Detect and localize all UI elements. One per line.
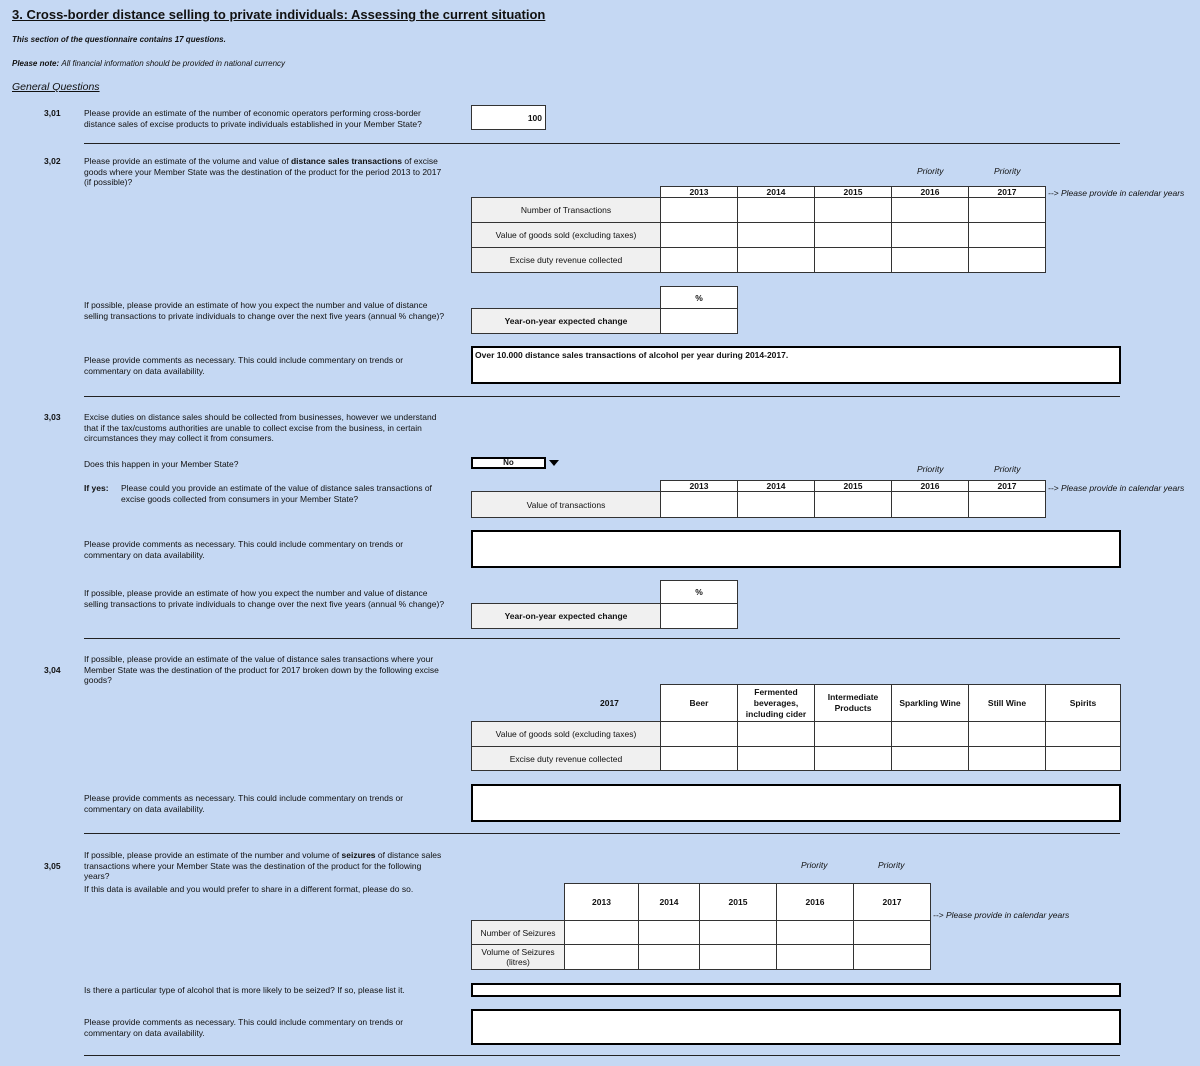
section-title: 3. Cross-border distance selling to private individuals: Assessing the current situation — [12, 7, 546, 22]
q302-change-question: If possible, please provide an estimate of how you expect the number and value of distance selling transactions to private individuals to change over the next five years (annual % change)? — [84, 300, 445, 321]
q304-cell[interactable] — [814, 746, 892, 771]
q304-cell[interactable] — [814, 721, 892, 747]
priority-2017: Priority — [994, 464, 1021, 474]
divider — [84, 833, 1120, 834]
currency-note — [12, 59, 285, 68]
q303-year-header: 2017 — [968, 480, 1046, 492]
q302-year-header: 2013 — [660, 186, 738, 198]
q305-calendar-note: --> Please provide in calendar years — [933, 910, 1070, 920]
q302-year-header: 2014 — [737, 186, 815, 198]
q302-text — [84, 156, 449, 188]
q304-cell[interactable] — [1045, 721, 1121, 747]
q305-number: 3,05 — [44, 861, 61, 871]
q304-comments-input[interactable] — [471, 784, 1121, 822]
q302-row-label: Excise duty revenue collected — [471, 247, 661, 273]
q305-text — [84, 850, 449, 882]
q303-if-yes-label: If yes: — [84, 483, 109, 493]
note-label: Please note: — [12, 59, 60, 68]
q305-year-header: 2013 — [564, 883, 639, 921]
q302-cell[interactable] — [814, 247, 892, 273]
q303-calendar-note: --> Please provide in calendar years — [1048, 483, 1185, 493]
q305-cell[interactable] — [638, 944, 700, 970]
q302-cell[interactable] — [660, 197, 738, 223]
priority-2017: Priority — [878, 860, 905, 870]
q302-percent-header: % — [660, 286, 738, 309]
q303-year-header: 2015 — [814, 480, 892, 492]
q302-comments-question: Please provide comments as necessary. This could include commentary on trends or commentary on data availability. — [84, 355, 404, 376]
general-questions-heading: General Questions — [12, 81, 100, 93]
q302-cell[interactable] — [814, 222, 892, 248]
q304-cell[interactable] — [660, 721, 738, 747]
q302-text-pre: Please provide an estimate of the volume and value of — [84, 156, 291, 166]
divider — [84, 143, 1120, 144]
divider — [84, 638, 1120, 639]
question-count-text: This section of the questionnaire contains 17 questions. — [12, 35, 226, 44]
q305-cell[interactable] — [564, 920, 639, 945]
q305-cell[interactable] — [776, 920, 854, 945]
q303-percent-header: % — [660, 580, 738, 604]
q304-cell[interactable] — [891, 721, 969, 747]
q303-happen-question: Does this happen in your Member State? — [84, 459, 239, 469]
note-text: All financial information should be provided in national currency — [61, 59, 286, 68]
q303-year-header: 2016 — [891, 480, 969, 492]
q303-change-question: If possible, please provide an estimate of how you expect the number and value of distance selling transactions to private individuals to change over the next five years (annual % change)? — [84, 588, 445, 609]
q302-cell[interactable] — [891, 247, 969, 273]
q305-year-header: 2016 — [776, 883, 854, 921]
q302-cell[interactable] — [968, 222, 1046, 248]
q301-operators-input[interactable]: 100 — [471, 105, 546, 130]
priority-2016: Priority — [917, 166, 944, 176]
q302-year-header: 2017 — [968, 186, 1046, 198]
q304-comments-question: Please provide comments as necessary. This could include commentary on trends or commentary on data availability. — [84, 793, 404, 814]
q303-cell[interactable] — [891, 491, 969, 518]
q302-cell[interactable] — [814, 197, 892, 223]
q303-happen-select[interactable]: No — [471, 457, 546, 469]
q303-number: 3,03 — [44, 412, 61, 422]
q305-year-header: 2017 — [853, 883, 931, 921]
q302-row-label: Number of Transactions — [471, 197, 661, 223]
q304-cell[interactable] — [737, 721, 815, 747]
q302-comments-input[interactable]: Over 10.000 distance sales transactions of alcohol per year during 2014-2017. — [471, 346, 1121, 384]
q304-col-header: Fermented beverages, including cider — [737, 684, 815, 722]
q305-text-post: of distance sales transactions where your Member State was the destination of the product for the following years? — [84, 850, 442, 881]
q305-cell[interactable] — [776, 944, 854, 970]
divider — [84, 396, 1120, 397]
q303-year-header: 2013 — [660, 480, 738, 492]
q305-cell[interactable] — [564, 944, 639, 970]
q305-cell[interactable] — [853, 920, 931, 945]
q303-row-label: Value of transactions — [471, 491, 661, 518]
divider — [84, 1055, 1120, 1056]
q302-cell[interactable] — [737, 197, 815, 223]
q304-cell[interactable] — [737, 746, 815, 771]
q302-number: 3,02 — [44, 156, 61, 166]
q301-text: Please provide an estimate of the number of economic operators performing cross-border distance sales of excise products to private individuals established in your Member State? — [84, 108, 422, 129]
q303-cell[interactable] — [968, 491, 1046, 518]
q304-cell[interactable] — [968, 746, 1046, 771]
q304-cell[interactable] — [968, 721, 1046, 747]
q305-cell[interactable] — [638, 920, 700, 945]
q305-year-header: 2015 — [699, 883, 777, 921]
q302-yoy-input[interactable] — [660, 308, 738, 334]
q305-text-pre: If possible, please provide an estimate of the number and volume of — [84, 850, 342, 860]
q305-text-bold: seizures — [341, 850, 376, 860]
q302-cell[interactable] — [737, 222, 815, 248]
q302-yoy-label: Year-on-year expected change — [471, 308, 661, 334]
q303-cell[interactable] — [660, 491, 738, 518]
q304-col-header: Still Wine — [968, 684, 1046, 722]
q304-row-label: Excise duty revenue collected — [471, 746, 661, 771]
q305-cell[interactable] — [699, 920, 777, 945]
q301-number: 3,01 — [44, 108, 61, 118]
q304-col-header: Beer — [660, 684, 738, 722]
q304-cell[interactable] — [891, 746, 969, 771]
q304-number: 3,04 — [44, 665, 61, 675]
q302-year-header: 2016 — [891, 186, 969, 198]
q304-text: If possible, please provide an estimate of the value of distance sales transactions where your Member State was the destination of the product for 2017 broken down by the following excise goods? — [84, 654, 439, 685]
q303-cell[interactable] — [737, 491, 815, 518]
q302-year-header: 2015 — [814, 186, 892, 198]
q305-text2: If this data is available and you would prefer to share in a different format, please do so. — [84, 884, 414, 894]
q302-cell[interactable] — [968, 197, 1046, 223]
q304-col-header: Spirits — [1045, 684, 1121, 722]
q305-comments-input[interactable] — [471, 1009, 1121, 1045]
q303-text: Excise duties on distance sales should be collected from businesses, however we understand that if the tax/customs authorities are unable to collect excise from the business, in certain circumstances they may collect it from consumers. — [84, 412, 437, 443]
q304-cell[interactable] — [660, 746, 738, 771]
q303-comments-question: Please provide comments as necessary. This could include commentary on trends or commentary on data availability. — [84, 539, 404, 560]
q305-year-header: 2014 — [638, 883, 700, 921]
q302-text-bold: distance sales transactions — [290, 156, 402, 166]
priority-2016: Priority — [917, 464, 944, 474]
q302-cell[interactable] — [660, 222, 738, 248]
q302-cell[interactable] — [891, 222, 969, 248]
q304-col-header: Intermediate Products — [814, 684, 892, 722]
q303-comments-input[interactable] — [471, 530, 1121, 568]
priority-2016: Priority — [801, 860, 828, 870]
q302-text-post: of excise goods where your Member State was the destination of the product for the period 2013 to 2017 (if possible)? — [84, 156, 442, 187]
q302-cell[interactable] — [737, 247, 815, 273]
q305-cell[interactable] — [853, 944, 931, 970]
q302-cell[interactable] — [891, 197, 969, 223]
q303-year-header: 2014 — [737, 480, 815, 492]
q305-row-label: Number of Seizures — [471, 920, 565, 945]
q305-row-label: Volume of Seizures (litres) — [471, 944, 565, 970]
q303-if-yes-text: Please could you provide an estimate of the value of distance sales transactions of excise goods collected from consumers in your Member State? — [121, 483, 432, 504]
dropdown-arrow-icon[interactable] — [549, 460, 559, 466]
priority-2017: Priority — [994, 166, 1021, 176]
q302-calendar-note: --> Please provide in calendar years — [1048, 188, 1185, 198]
q303-cell[interactable] — [814, 491, 892, 518]
q303-yoy-label: Year-on-year expected change — [471, 603, 661, 629]
q303-yoy-input[interactable] — [660, 603, 738, 629]
q302-cell[interactable] — [968, 247, 1046, 273]
q305-comments-question: Please provide comments as necessary. This could include commentary on trends or commentary on data availability. — [84, 1017, 404, 1038]
q302-cell[interactable] — [660, 247, 738, 273]
q305-alcohol-question: Is there a particular type of alcohol that is more likely to be seized? If so, please list it. — [84, 985, 405, 995]
q304-year-label: 2017 — [600, 698, 619, 708]
q305-cell[interactable] — [699, 944, 777, 970]
q304-row-label: Value of goods sold (excluding taxes) — [471, 721, 661, 747]
q304-cell[interactable] — [1045, 746, 1121, 771]
q304-col-header: Sparkling Wine — [891, 684, 969, 722]
q302-row-label: Value of goods sold (excluding taxes) — [471, 222, 661, 248]
q305-alcohol-input[interactable] — [471, 983, 1121, 997]
